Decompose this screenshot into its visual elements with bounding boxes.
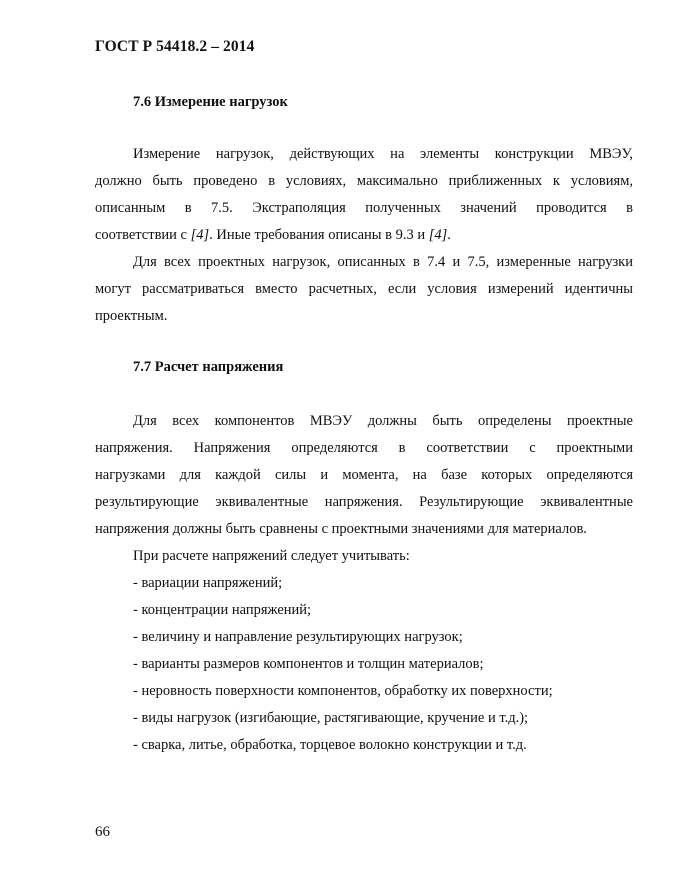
list-item: - величину и направление результирующих нагрузок;	[133, 629, 463, 645]
line-text: соответствии с	[95, 227, 191, 243]
paragraph-line: Измерение нагрузок, действующих на элементы конструкции МВЭУ,	[133, 146, 633, 162]
list-item: - виды нагрузок (изгибающие, растягивающие, кручение и т.д.);	[133, 710, 529, 726]
list-item: - вариации напряжений;	[133, 575, 283, 591]
reference-link: [4]	[190, 227, 210, 243]
document-header: ГОСТ Р 54418.2 – 2014	[95, 38, 255, 55]
list-intro: При расчете напряжений следует учитывать:	[133, 548, 410, 564]
paragraph-line: описанным в 7.5. Экстраполяция полученных значений проводится в	[95, 200, 633, 216]
page-number: 66	[95, 824, 110, 840]
paragraph-line: могут рассматриваться вместо расчетных, если условия измерений идентичны	[95, 281, 633, 297]
paragraph-line: Для всех компонентов МВЭУ должны быть определены проектные	[133, 413, 633, 429]
line-text: .	[447, 227, 451, 243]
paragraph-line: должно быть проведено в условиях, максимально приближенных к условиям,	[95, 173, 633, 189]
paragraph-line: результирующие эквивалентные напряжения. Результирующие эквивалентные	[95, 494, 633, 510]
line-text: . Иные требования описаны в 9.3 и	[209, 227, 429, 243]
paragraph-line: Для всех проектных нагрузок, описанных в 7.4 и 7.5, измеренные нагрузки	[133, 254, 633, 270]
paragraph-line: напряжения. Напряжения определяются в соответствии с проектными	[95, 440, 633, 456]
list-item: - варианты размеров компонентов и толщин материалов;	[133, 656, 484, 672]
list-item: - сварка, литье, обработка, торцевое волокно конструкции и т.д.	[133, 737, 527, 753]
paragraph-line: напряжения должны быть сравнены с проектными значениями для материалов.	[95, 521, 587, 537]
paragraph-line	[95, 226, 633, 244]
paragraph-line: проектным.	[95, 308, 168, 324]
reference-link: [4]	[428, 227, 448, 243]
list-item: - концентрации напряжений;	[133, 602, 312, 618]
section-heading-7-7: 7.7 Расчет напряжения	[133, 359, 284, 375]
section-heading-7-6: 7.6 Измерение нагрузок	[133, 94, 288, 110]
paragraph-line: нагрузками для каждой силы и момента, на базе которых определяются	[95, 467, 633, 483]
list-item: - неровность поверхности компонентов, обработку их поверхности;	[133, 683, 553, 699]
